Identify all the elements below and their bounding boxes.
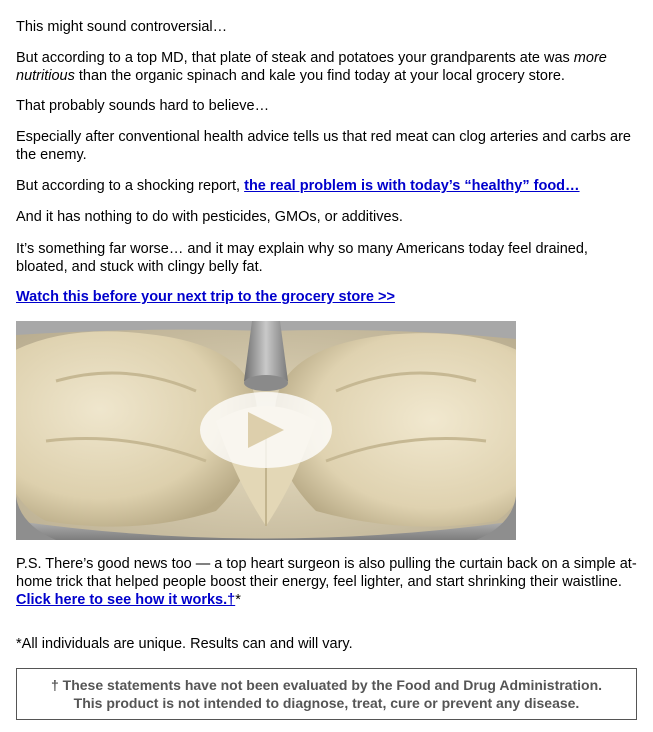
- hard-to-believe-paragraph: That probably sounds hard to believe…: [16, 98, 270, 114]
- md-claim-text-end: than the organic spinach and kale you find today at your local grocery store.: [74, 68, 565, 84]
- pesticides-paragraph: And it has nothing to do with pesticides, GMOs, or additives.: [16, 209, 403, 225]
- cta-paragraph: [16, 288, 395, 306]
- play-icon[interactable]: [200, 392, 332, 468]
- healthy-food-link[interactable]: the real problem is with today’s “healthy” food…: [244, 178, 580, 194]
- fda-disclaimer-line-2: This product is not intended to diagnose, treat, cure or prevent any disease.: [73, 695, 580, 711]
- fda-disclaimer-box: [16, 668, 637, 720]
- ps-text: P.S. There’s good news too — a top heart surgeon is also pulling the curtain back on a simple at-home trick that helped people boost their energy, feel lighter, and start shrinking their waistline.: [16, 556, 637, 590]
- shocking-report-text: But according to a shocking report,: [16, 178, 245, 194]
- md-claim-emphasis: more nutritious: [16, 50, 607, 84]
- intro-paragraph: This might sound controversial…: [16, 19, 228, 35]
- see-how-it-works-link[interactable]: Click here to see how it works.†: [16, 592, 236, 608]
- fda-disclaimer-line-1: † These statements have not been evaluated by the Food and Drug Administration.: [50, 677, 603, 693]
- results-disclaimer: *All individuals are unique. Results can and will vary.: [16, 636, 353, 652]
- md-claim-paragraph: [16, 49, 626, 85]
- ps-asterisk: *: [235, 592, 241, 608]
- health-advice-paragraph: Especially after conventional health advice tells us that red meat can clog arteries and carbs are the enemy.: [16, 129, 631, 163]
- play-button[interactable]: [16, 321, 516, 540]
- md-claim-text-start: But according to a top MD, that plate of steak and potatoes your grandparents ate was: [16, 50, 574, 66]
- shocking-report-paragraph: [16, 177, 580, 195]
- watch-video-link[interactable]: Watch this before your next trip to the grocery store >>: [16, 289, 395, 305]
- ps-paragraph: [16, 555, 642, 609]
- far-worse-paragraph: It’s something far worse… and it may explain why so many Americans today feel drained, bloated, and stuck with clingy belly fat.: [16, 241, 588, 275]
- video-thumbnail[interactable]: [16, 321, 516, 540]
